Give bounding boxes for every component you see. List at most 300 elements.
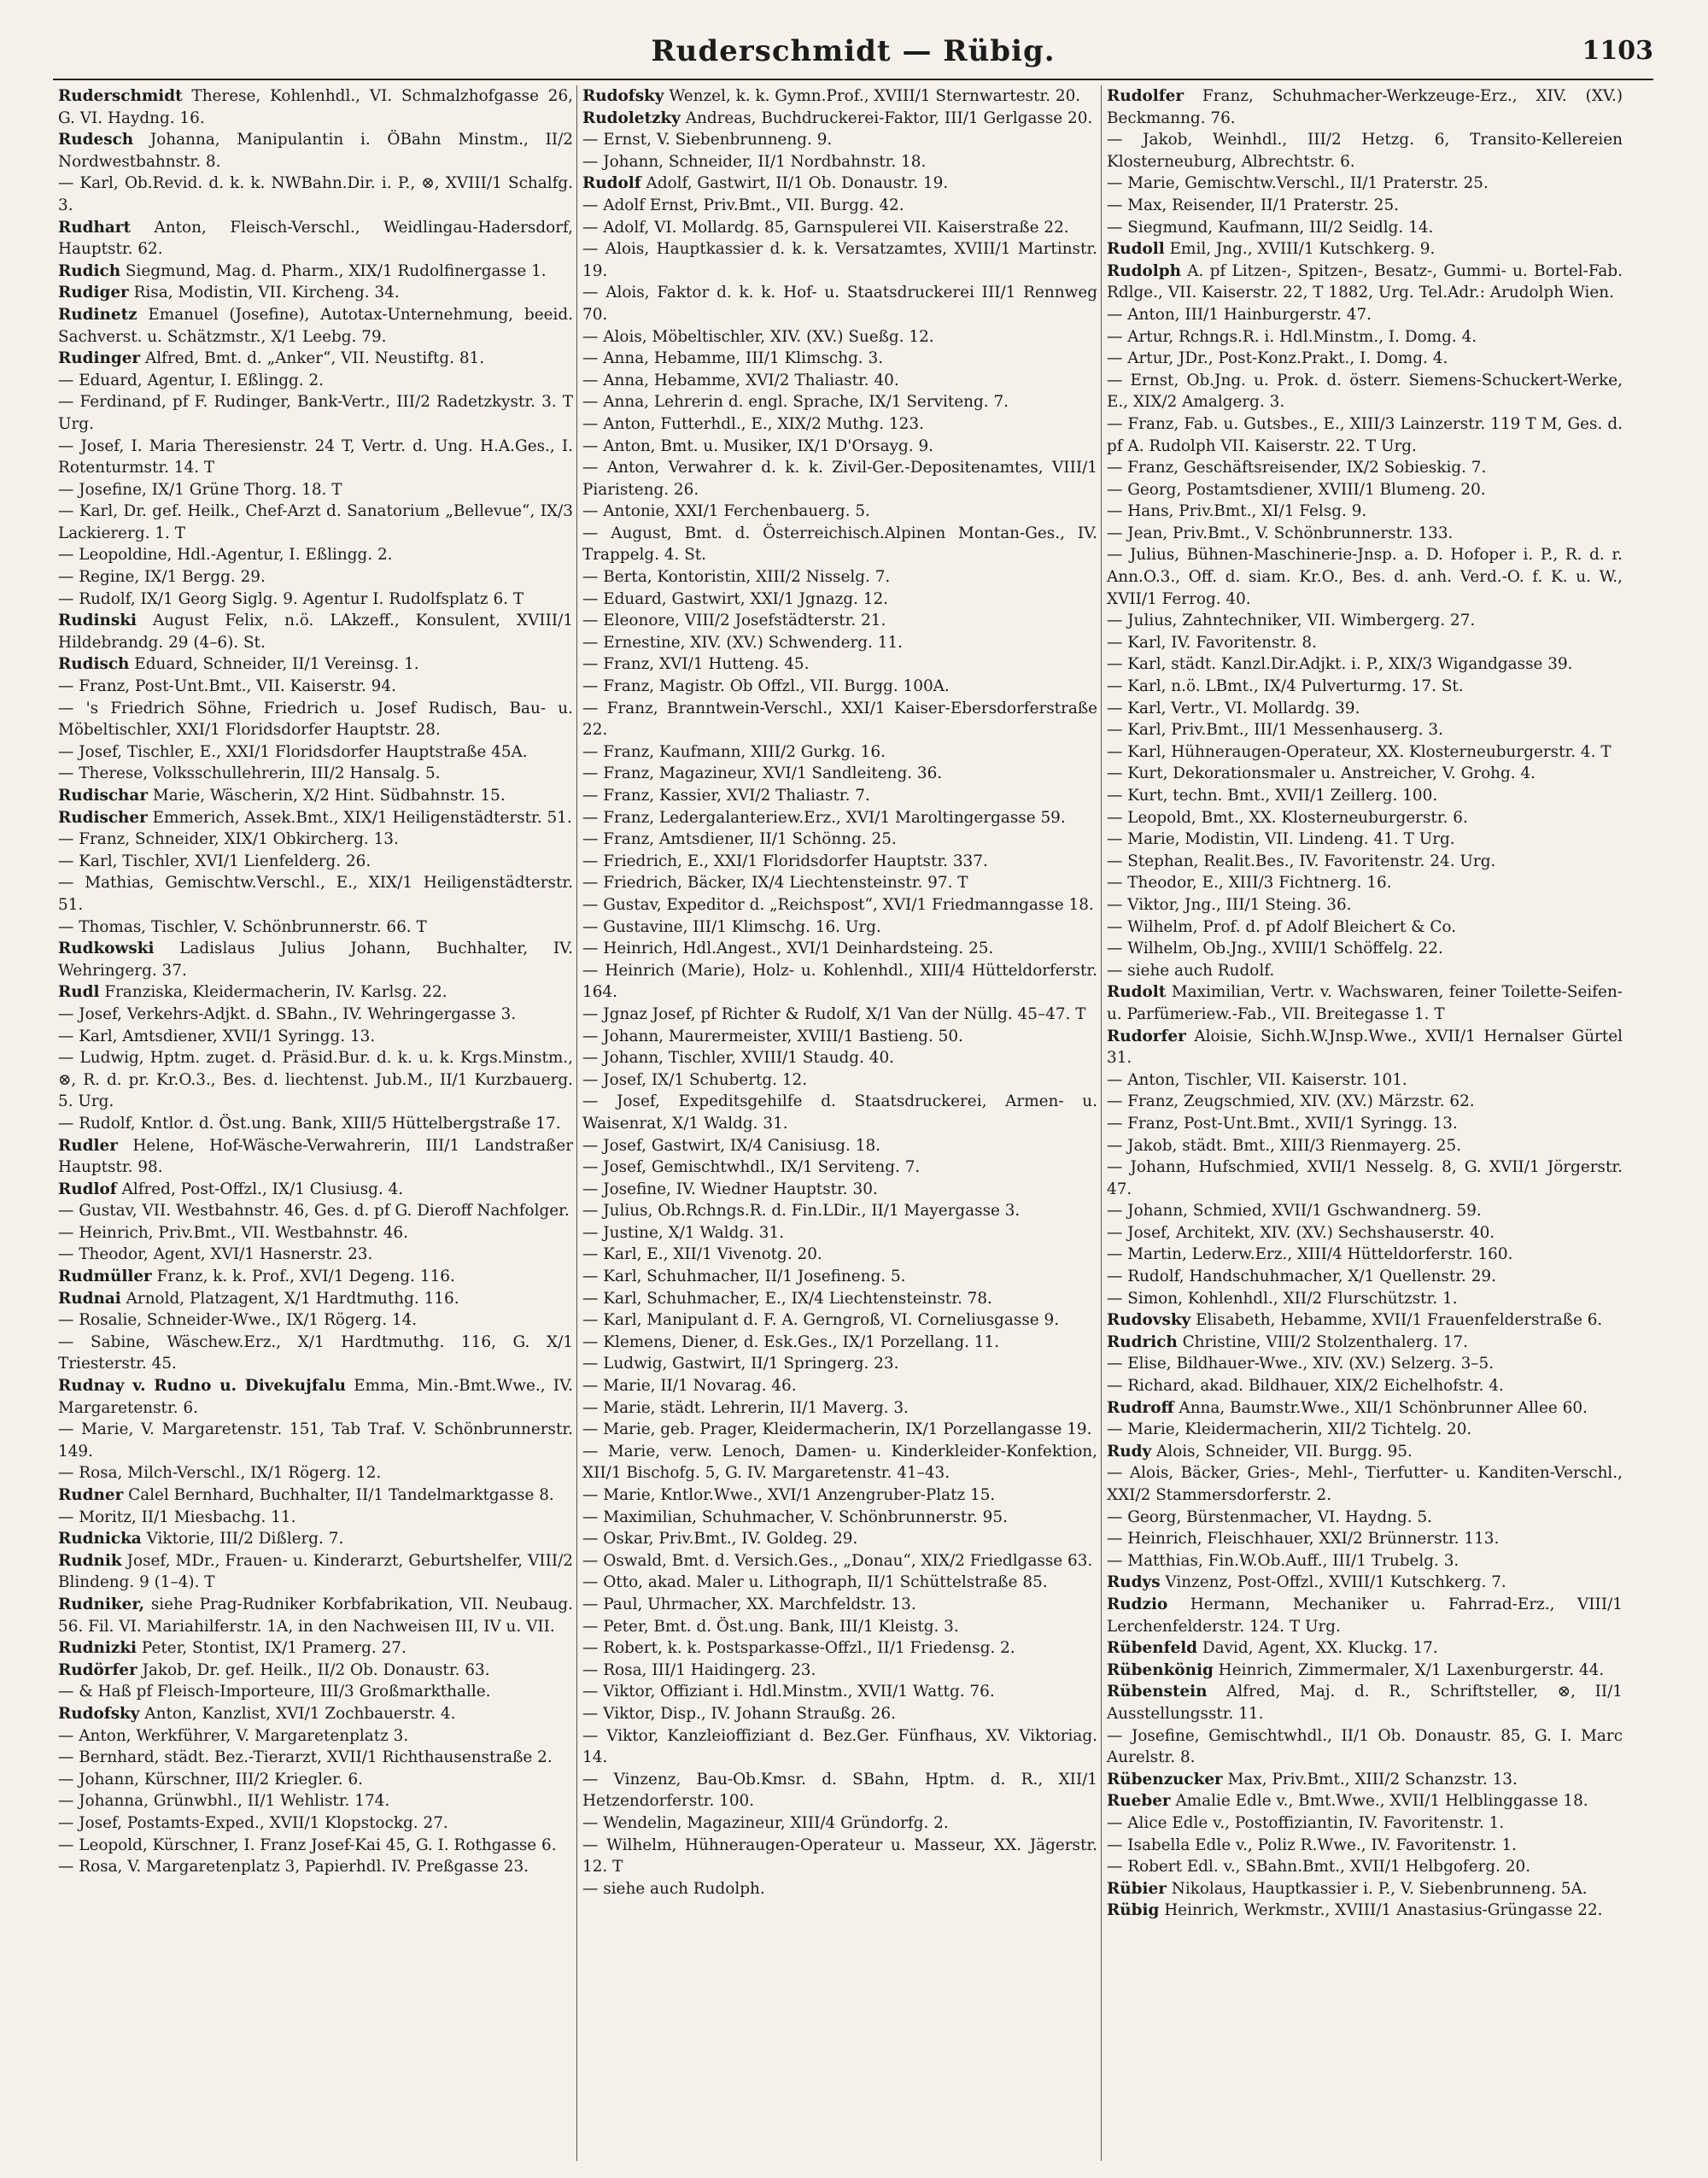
- directory-entry: [582, 151, 1097, 173]
- directory-entry: [1107, 1353, 1623, 1375]
- entry-details: — Thomas, Tischler, V. Schönbrunnerstr. 66. T: [58, 917, 427, 936]
- entry-surname: Rudolf: [582, 174, 641, 193]
- entry-details: — Franz, Ledergalanteriew.Erz., XVI/1 Maroltingergasse 59.: [582, 808, 1066, 827]
- directory-entry: [582, 1244, 1097, 1266]
- entry-details: — Peter, Bmt. d. Öst.ung. Bank, III/1 Kleistg. 3.: [582, 1617, 959, 1636]
- entry-details: Ladislaus Julius Johann, Buchhalter, IV. Wehringerg. 37.: [58, 940, 573, 980]
- entry-details: Emma, Min.-Bmt.Wwe., IV. Margaretenstr. 6.: [58, 1377, 573, 1417]
- directory-entry: [1107, 501, 1623, 523]
- directory-entry: [1107, 304, 1623, 326]
- directory-entry: [1107, 1419, 1623, 1441]
- entry-details: Josef, MDr., Frauen- u. Kinderarzt, Geburtshelfer, VIII/2 Blindeng. 9 (1–4). T: [58, 1551, 573, 1592]
- entry-details: — Anna, Lehrerin d. engl. Sprache, IX/1 Serviteng. 7.: [582, 393, 1009, 412]
- entry-details: — Josef, IX/1 Schubertg. 12.: [582, 1070, 808, 1089]
- directory-entry: [58, 1113, 573, 1135]
- entry-surname: Rübenfeld: [1107, 1639, 1198, 1658]
- directory-entry: [58, 610, 573, 653]
- directory-entry: [582, 1026, 1097, 1048]
- directory-entry: [582, 916, 1097, 939]
- entry-details: Peter, Stontist, IX/1 Pramerg. 27.: [137, 1639, 407, 1658]
- entry-details: August Felix, n.ö. LAkzeff., Konsulent, XVIII/1 Hildebrandg. 29 (4–6). St.: [58, 612, 573, 652]
- entry-details: — Julius, Zahntechniker, VII. Wimbergerg. 27.: [1107, 612, 1476, 630]
- directory-entry: [582, 1507, 1097, 1529]
- entry-details: — Karl, Priv.Bmt., III/1 Messenhauserg. 3.: [1107, 721, 1443, 740]
- entry-details: — Alois, Hauptkassier d. k. k. Versatzamtes, XVIII/1 Martinstr. 19.: [582, 240, 1097, 280]
- directory-entry: [58, 436, 573, 479]
- directory-entry: [582, 413, 1097, 436]
- directory-entry: [582, 851, 1097, 873]
- directory-entry: [582, 698, 1097, 741]
- entry-details: — Antonie, XXI/1 Ferchenbauerg. 5.: [582, 502, 870, 521]
- column-right: [1102, 85, 1626, 2161]
- entry-details: — Franz, Magistr. Ob Offzl., VII. Burgg. 100A.: [582, 677, 950, 696]
- entry-surname: Rudl: [58, 983, 100, 1002]
- directory-entry: [582, 1309, 1097, 1332]
- directory-entry: [58, 391, 573, 435]
- directory-entry: [58, 1594, 573, 1637]
- directory-entry: [1107, 479, 1623, 501]
- entry-details: Jakob, Dr. gef. Heilk., II/2 Ob. Donaustr. 63.: [137, 1660, 490, 1679]
- entry-details: — Ernestine, XIV. (XV.) Schwenderg. 11.: [582, 633, 903, 652]
- entry-details: Anna, Baumstr.Wwe., XII/1 Schönbrunner Allee 60.: [1173, 1398, 1588, 1417]
- directory-entry: [582, 1288, 1097, 1310]
- directory-entry: [1107, 195, 1623, 217]
- directory-entry: [1107, 1397, 1623, 1420]
- entry-details: Max, Priv.Bmt., XIII/2 Schanzstr. 13.: [1222, 1770, 1518, 1789]
- entry-details: — Josefine, IV. Wiedner Hauptstr. 30.: [582, 1180, 878, 1198]
- directory-entry: [582, 523, 1097, 566]
- directory-entry: [1107, 1332, 1623, 1354]
- entry-surname: Rudofsky: [582, 87, 664, 105]
- directory-entry: [1107, 828, 1623, 851]
- entry-details: — Wilhelm, Prof. d. pf Adolf Bleichert & Co.: [1107, 917, 1457, 936]
- directory-entry: [582, 1660, 1097, 1682]
- entry-details: — Marie, II/1 Novarag. 46.: [582, 1377, 797, 1396]
- entry-details: — Kurt, techn. Bmt., XVII/1 Zeillerg. 100.: [1107, 787, 1438, 805]
- directory-entry: [582, 807, 1097, 829]
- directory-entry: [1107, 413, 1623, 457]
- directory-entry: [58, 1550, 573, 1594]
- directory-entry: [1107, 1288, 1623, 1310]
- entry-details: Eduard, Schneider, II/1 Vereinsg. 1.: [129, 655, 419, 674]
- entry-details: Wenzel, k. k. Gymn.Prof., XVIII/1 Sternwartestr. 20.: [664, 87, 1081, 105]
- entry-details: — Franz, Magazineur, XVI/1 Sandleiteng. 36.: [582, 764, 943, 783]
- entry-details: — Josef, I. Maria Theresienstr. 24 T, Vertr. d. Ung. H.A.Ges., I. Rotenturmstr. 14. T: [58, 436, 573, 477]
- entry-details: — Jakob, städt. Bmt., XIII/3 Rienmayerg. 25.: [1107, 1136, 1462, 1155]
- directory-entry: [582, 1353, 1097, 1375]
- directory-entry: [1107, 1900, 1623, 1922]
- directory-entry: [582, 1069, 1097, 1092]
- entry-details: — Franz, Post-Unt.Bmt., XVII/1 Syringg. 13.: [1107, 1114, 1458, 1133]
- directory-entry: [582, 610, 1097, 632]
- entry-details: — Heinrich, Fleischhauer, XXI/2 Brünnerstr. 113.: [1107, 1530, 1500, 1549]
- directory-entry: [1107, 1462, 1623, 1506]
- directory-entry: [58, 1179, 573, 1201]
- directory-entry: [1107, 348, 1623, 370]
- entry-details: — Friedrich, Bäcker, IX/4 Liechtensteinstr. 97. T: [582, 874, 968, 893]
- entry-details: — Friedrich, E., XXI/1 Floridsdorfer Hauptstr. 337.: [582, 852, 988, 870]
- entry-details: — Isabella Edle v., Poliz R.Wwe., IV. Favoritenstr. 1.: [1107, 1835, 1518, 1854]
- entry-surname: Rudkowski: [58, 940, 155, 958]
- directory-entry: [58, 828, 573, 851]
- directory-entry: [58, 1244, 573, 1266]
- entry-details: Alfred, Maj. d. R., Schriftsteller, ⊗, II/1 Ausstellungsstr. 11.: [1107, 1683, 1623, 1723]
- directory-entry: [582, 1375, 1097, 1397]
- directory-entry: [58, 938, 573, 981]
- directory-entry: [1107, 610, 1623, 632]
- entry-surname: Rudnizki: [58, 1639, 137, 1658]
- entry-surname: Rudolph: [1107, 261, 1181, 280]
- entry-details: — Artur, Rchngs.R. i. Hdl.Minstm., I. Domg. 4.: [1107, 327, 1477, 346]
- entry-details: Arnold, Platzagent, X/1 Hardtmuthg. 116.: [120, 1289, 459, 1308]
- directory-entry: [1107, 1135, 1623, 1157]
- directory-entry: [582, 588, 1097, 611]
- entry-surname: Rudinger: [58, 349, 141, 368]
- directory-entry: [582, 1769, 1097, 1812]
- directory-entry: [1107, 1244, 1623, 1266]
- directory-entry: [1107, 872, 1623, 894]
- entry-surname: Rübenzucker: [1107, 1770, 1223, 1789]
- entry-details: — Gustavine, III/1 Klimschg. 16. Urg.: [582, 917, 881, 936]
- entry-details: Siegmund, Mag. d. Pharm., XIX/1 Rudolfinergasse 1.: [120, 261, 547, 280]
- directory-entry: [582, 785, 1097, 807]
- entry-details: — Robert Edl. v., SBahn.Bmt., XVII/1 Helbgoferg. 20.: [1107, 1858, 1531, 1876]
- directory-entry: [1107, 1550, 1623, 1572]
- directory-entry: [582, 960, 1097, 1004]
- entry-details: — Viktor, Offiziant i. Hdl.Minstm., XVII/1 Wattg. 76.: [582, 1683, 995, 1701]
- entry-details: — Robert, k. k. Postsparkasse-Offzl., II/1 Friedensg. 2.: [582, 1639, 1015, 1658]
- entry-surname: Rudolt: [1107, 983, 1167, 1002]
- entry-details: — Karl, Schuhmacher, II/1 Josefineng. 5.: [582, 1268, 906, 1286]
- entry-details: — Anton, Verwahrer d. k. k. Zivil-Ger.-Depositenamtes, VIII/1 Piaristeng. 26.: [582, 459, 1097, 499]
- entry-details: — Kurt, Dekorationsmaler u. Anstreicher, V. Grohg. 4.: [1107, 764, 1536, 783]
- columns: [53, 85, 1653, 2161]
- entry-details: Emanuel (Josefine), Autotax-Unternehmung, beeid. Sachverst. u. Schätzmstr., X/1 Leebg. 79.: [58, 305, 573, 346]
- entry-details: — Josef, Expeditsgehilfe d. Staatsdruckerei, Armen- u. Waisenrat, X/1 Waldg. 31.: [582, 1092, 1097, 1133]
- directory-entry: [1107, 457, 1623, 479]
- entry-details: — Eduard, Agentur, I. Eßlingg. 2.: [58, 371, 325, 389]
- directory-entry: [1107, 1769, 1623, 1791]
- entry-details: — Franz, XVI/1 Hutteng. 45.: [582, 655, 810, 674]
- entry-surname: Rudesch: [58, 131, 134, 149]
- entry-details: — Rudolf, IX/1 Georg Siglg. 9. Agentur I. Rudolfsplatz 6. T: [58, 589, 524, 608]
- directory-entry: [1107, 1507, 1623, 1529]
- entry-surname: Rudovsky: [1107, 1311, 1191, 1330]
- directory-entry: [582, 195, 1097, 217]
- entry-details: — Karl, städt. Kanzl.Dir.Adjkt. i. P., XIX/3 Wigandgasse 39.: [1107, 655, 1573, 674]
- entry-details: Aloisie, Sichh.W.Jnsp.Wwe., XVII/1 Hernalser Gürtel 31.: [1107, 1027, 1623, 1068]
- entry-details: — Marie, städt. Lehrerin, II/1 Maverg. 3.: [582, 1398, 909, 1417]
- directory-entry: [582, 1681, 1097, 1703]
- entry-details: — August, Bmt. d. Österreichisch.Alpinen Montan-Ges., IV. Trappelg. 4. St.: [582, 524, 1097, 565]
- entry-details: Elisabeth, Hebamme, XVII/1 Frauenfelderstraße 6.: [1190, 1311, 1603, 1330]
- directory-entry: [582, 1200, 1097, 1222]
- entry-details: — Ferdinand, pf F. Rudinger, Bank-Vertr., III/2 Radetzkystr. 3. T Urg.: [58, 393, 573, 433]
- directory-entry: [58, 1637, 573, 1660]
- entry-details: — Johann, Kürschner, III/2 Kriegler. 6.: [58, 1770, 363, 1789]
- directory-entry: [1107, 1790, 1623, 1812]
- entry-details: — Anton, Werkführer, V. Margaretenplatz 3.: [58, 1726, 409, 1745]
- entry-details: — Leopold, Kürschner, I. Franz Josef-Kai 45, G. I. Rothgasse 6.: [58, 1835, 557, 1854]
- page-number: 1103: [1582, 36, 1653, 66]
- directory-entry: [1107, 1026, 1623, 1069]
- entry-details: — Josef, Gastwirt, IX/4 Canisiusg. 18.: [582, 1136, 880, 1155]
- entry-details: — Eduard, Gastwirt, XXI/1 Jgnazg. 12.: [582, 589, 889, 608]
- directory-entry: [582, 1550, 1097, 1572]
- entry-details: — Franz, Schneider, XIX/1 Obkircherg. 13.: [58, 830, 399, 849]
- entry-details: — Sabine, Wäschew.Erz., X/1 Hardtmuthg. 116, G. X/1 Triesterstr. 45.: [58, 1332, 573, 1373]
- entry-details: — 's Friedrich Söhne, Friedrich u. Josef Rudisch, Bau- u. Möbeltischler, XXI/1 Floridsdorfer Hauptstr. 28.: [58, 699, 573, 740]
- column-middle: [577, 85, 1102, 2161]
- entry-details: — Berta, Kontoristin, XIII/2 Nisselg. 7.: [582, 568, 891, 587]
- directory-entry: [58, 217, 573, 261]
- entry-details: — Franz, Post-Unt.Bmt., VII. Kaiserstr. 94.: [58, 677, 396, 696]
- entry-details: Anton, Kanzlist, XVI/1 Zochbauerstr. 4.: [139, 1704, 456, 1723]
- entry-details: Christine, VIII/2 Stolzenthalerg. 17.: [1177, 1332, 1468, 1351]
- directory-entry: [1107, 326, 1623, 348]
- directory-entry: [58, 1419, 573, 1462]
- directory-entry: [582, 1397, 1097, 1420]
- entry-details: — Paul, Uhrmacher, XX. Marchfeldstr. 13.: [582, 1595, 916, 1613]
- entry-details: — Justine, X/1 Waldg. 31.: [582, 1223, 785, 1242]
- entry-details: — Josefine, Gemischtwhdl., II/1 Ob. Donaustr. 85, G. I. Marc Aurelstr. 8.: [1107, 1726, 1623, 1767]
- entry-details: — Viktor, Disp., IV. Johann Straußg. 26.: [582, 1704, 896, 1723]
- page-title: Ruderschmidt — Rübig.: [651, 34, 1056, 68]
- entry-details: — Anton, Futterhdl., E., XIX/2 Muthg. 123.: [582, 414, 924, 433]
- entry-surname: Rudofsky: [58, 1704, 140, 1723]
- entry-details: — Rudolf, Handschuhmacher, X/1 Quellenstr. 29.: [1107, 1268, 1496, 1286]
- entry-details: — Josef, Architekt, XIV. (XV.) Sechshauserstr. 40.: [1107, 1223, 1495, 1242]
- directory-entry: [1107, 1835, 1623, 1857]
- entry-surname: Rudischer: [58, 808, 148, 827]
- directory-entry: [1107, 1528, 1623, 1550]
- entry-details: — Heinrich (Marie), Holz- u. Kohlenhdl., XIII/4 Hütteldorferstr. 164.: [582, 961, 1097, 1002]
- entry-details: Calel Bernhard, Buchhalter, II/1 Tandelmarktgasse 8.: [123, 1486, 554, 1504]
- directory-entry: [582, 173, 1097, 195]
- entry-details: — Julius, Bühnen-Maschinerie-Jnsp. a. D. Hofoper i. P., R. d. r. Ann.O.3., Off. d. siam. Kr.O., Bes. d. anh. Verd.-O. f. K. u. W., XVII/1 Ferrog. 40.: [1107, 546, 1623, 608]
- directory-entry: [582, 1332, 1097, 1354]
- entry-details: — Viktor, Jng., III/1 Steing. 36.: [1107, 895, 1352, 914]
- directory-entry: [582, 894, 1097, 916]
- directory-entry: [582, 108, 1097, 130]
- directory-entry: [1107, 238, 1623, 261]
- directory-entry: [58, 1135, 573, 1179]
- entry-surname: Rudys: [1107, 1573, 1161, 1592]
- entry-details: David, Agent, XX. Kluckg. 17.: [1197, 1639, 1438, 1658]
- directory-entry: [58, 1812, 573, 1835]
- entry-details: — Rosa, Milch-Verschl., IX/1 Rögerg. 12.: [58, 1464, 382, 1483]
- directory-entry: [58, 1222, 573, 1244]
- directory-entry: [58, 1747, 573, 1769]
- entry-details: Anton, Fleisch-Verschl., Weidlingau-Hadersdorf, Hauptstr. 62.: [58, 218, 573, 259]
- directory-entry: [1107, 1594, 1623, 1637]
- entry-details: Franz, k. k. Prof., XVI/1 Degeng. 116.: [151, 1268, 455, 1286]
- directory-entry: [582, 1572, 1097, 1594]
- entry-details: — Simon, Kohlenhdl., XII/2 Flurschützstr. 1.: [1107, 1289, 1458, 1308]
- entry-details: — Wilhelm, Ob.Jng., XVIII/1 Schöffelg. 22.: [1107, 940, 1443, 958]
- entry-details: — Franz, Kaufmann, XIII/2 Gurkg. 16.: [582, 742, 886, 761]
- entry-details: — Hans, Priv.Bmt., XI/1 Felsg. 9.: [1107, 502, 1367, 521]
- directory-entry: [58, 348, 573, 370]
- directory-entry: [58, 173, 573, 216]
- entry-details: — Wilhelm, Hühneraugen-Operateur u. Masseur, XX. Jägerstr. 12. T: [582, 1835, 1097, 1876]
- directory-entry: [1107, 916, 1623, 939]
- entry-surname: Rudhart: [58, 218, 131, 237]
- directory-entry: [1107, 851, 1623, 873]
- directory-entry: [58, 566, 573, 588]
- entry-details: — Karl, Amtsdiener, XVII/1 Syringg. 13.: [58, 1027, 376, 1045]
- directory-entry: [58, 1856, 573, 1878]
- directory-entry: [58, 1835, 573, 1857]
- entry-surname: Rübenstein: [1107, 1683, 1208, 1701]
- directory-entry: [582, 1004, 1097, 1026]
- directory-entry: [1107, 894, 1623, 916]
- entry-details: — Karl, IV. Favoritenstr. 8.: [1107, 633, 1317, 652]
- entry-details: — Gustav, Expeditor d. „Reichspost“, XVI/1 Friedmanngasse 18.: [582, 895, 1094, 914]
- entry-details: — Johann, Maurermeister, XVIII/1 Bastieng. 50.: [582, 1027, 963, 1045]
- directory-entry: [1107, 763, 1623, 785]
- entry-details: — siehe auch Rudolph.: [582, 1879, 765, 1898]
- entry-details: — Alice Edle v., Postoffiziantin, IV. Favoritenstr. 1.: [1107, 1813, 1505, 1832]
- directory-entry: [582, 1484, 1097, 1507]
- entry-details: — Jean, Priv.Bmt., V. Schönbrunnerstr. 133.: [1107, 524, 1454, 542]
- directory-entry: [58, 588, 573, 611]
- directory-entry: [58, 1703, 573, 1725]
- directory-entry: [58, 544, 573, 566]
- directory-entry: [58, 1725, 573, 1748]
- entry-details: — Karl, n.ö. LBmt., IX/4 Pulverturmg. 17. St.: [1107, 677, 1464, 696]
- entry-details: — Gustav, VII. Westbahnstr. 46, Ges. d. pf G. Dieroff Nachfolger.: [58, 1202, 570, 1221]
- directory-entry: [58, 282, 573, 304]
- entry-details: — Klemens, Diener, d. Esk.Ges., IX/1 Porzellang. 11.: [582, 1332, 1000, 1351]
- entry-surname: Rudoll: [1107, 240, 1165, 259]
- entry-surname: Rudinski: [58, 612, 137, 630]
- entry-details: Risa, Modistin, VII. Kircheng. 34.: [128, 284, 400, 302]
- directory-entry: [58, 676, 573, 698]
- entry-surname: Rudy: [1107, 1442, 1152, 1461]
- entry-surname: Rudler: [58, 1136, 118, 1155]
- entry-details: — Artur, JDr., Post-Konz.Prakt., I. Domg. 4.: [1107, 349, 1448, 368]
- directory-entry: [58, 1528, 573, 1550]
- directory-entry: [1107, 785, 1623, 807]
- directory-entry: [582, 1419, 1097, 1441]
- entry-details: — Marie, V. Margaretenstr. 151, Tab Traf. V. Schönbrunnerstr. 149.: [58, 1420, 573, 1461]
- entry-details: — Josef, Gemischtwhdl., IX/1 Serviteng. 7.: [582, 1158, 921, 1177]
- entry-details: — Rosalie, Schneider-Wwe., IX/1 Rögerg. 14.: [58, 1311, 418, 1330]
- entry-details: — Mathias, Gemischtw.Verschl., E., XIX/1 Heiligenstädterstr. 51.: [58, 874, 573, 914]
- directory-entry: [58, 1004, 573, 1026]
- entry-details: Johanna, Manipulantin i. ÖBahn Minstm., II/2 Nordwestbahnstr. 8.: [58, 131, 573, 171]
- entry-surname: Rübier: [1107, 1879, 1167, 1898]
- entry-details: — Georg, Bürstenmacher, VI. Haydng. 5.: [1107, 1508, 1432, 1526]
- directory-entry: [58, 1660, 573, 1682]
- entry-details: — Karl, Ob.Revid. d. k. k. NWBahn.Dir. i. P., ⊗, XVIII/1 Schalfg. 3.: [58, 174, 573, 214]
- directory-entry: [582, 938, 1097, 960]
- directory-entry: [58, 1681, 573, 1703]
- entry-details: Nikolaus, Hauptkassier i. P., V. Siebenbrunneng. 5A.: [1166, 1879, 1588, 1898]
- directory-entry: [58, 653, 573, 676]
- entry-details: — Siegmund, Kaufmann, III/2 Seidlg. 14.: [1107, 218, 1434, 237]
- entry-details: — Karl, Tischler, XVI/1 Lienfelderg. 26.: [58, 852, 371, 870]
- directory-entry: [1107, 217, 1623, 239]
- entry-details: Marie, Wäscherin, X/2 Hint. Südbahnstr. 15.: [148, 787, 506, 805]
- directory-entry: [582, 1441, 1097, 1484]
- directory-entry: [58, 304, 573, 348]
- directory-entry: [58, 1288, 573, 1310]
- entry-details: — Rosa, V. Margaretenplatz 3, Papierhdl. IV. Preßgasse 23.: [58, 1858, 529, 1876]
- directory-entry: [58, 916, 573, 939]
- directory-entry: [58, 851, 573, 873]
- entry-details: Therese, Kohlenhdl., VI. Schmalzhofgasse 26, G. VI. Haydng. 16.: [58, 87, 573, 127]
- directory-entry: [582, 1179, 1097, 1201]
- directory-entry: [582, 632, 1097, 654]
- directory-entry: [582, 1156, 1097, 1179]
- directory-entry: [1107, 173, 1623, 195]
- directory-entry: [582, 1594, 1097, 1616]
- directory-entry: [582, 238, 1097, 282]
- directory-entry: [1107, 938, 1623, 960]
- directory-entry: [1107, 1681, 1623, 1724]
- entry-details: — Julius, Ob.Rchngs.R. d. Fin.LDir., II/1 Mayergasse 3.: [582, 1202, 1021, 1221]
- entry-details: — Martin, Lederw.Erz., XIII/4 Hütteldorferstr. 160.: [1107, 1245, 1513, 1264]
- directory-entry: [582, 1266, 1097, 1288]
- entry-details: — Adolf Ernst, Priv.Bmt., VII. Burgg. 42.: [582, 196, 904, 214]
- entry-details: — Ernst, V. Siebenbrunneng. 9.: [582, 131, 833, 149]
- directory-entry: [58, 1309, 573, 1332]
- directory-entry: [1107, 261, 1623, 304]
- entry-details: Viktorie, III/2 Dißlerg. 7.: [141, 1530, 344, 1549]
- entry-details: — Alois, Möbeltischler, XIV. (XV.) Sueßg. 12.: [582, 327, 934, 346]
- directory-entry: [58, 1026, 573, 1048]
- directory-entry: [582, 566, 1097, 588]
- directory-entry: [58, 1332, 573, 1375]
- entry-surname: Rudisch: [58, 655, 130, 674]
- entry-surname: Rueber: [1107, 1792, 1171, 1811]
- entry-details: — Theodor, E., XIII/3 Fichtnerg. 16.: [1107, 874, 1392, 893]
- entry-details: — Franz, Fab. u. Gutsbes., E., XIII/3 Lainzerstr. 119 T M, Ges. d. pf A. Rudolph VII. Kaiserstr. 22. T Urg.: [1107, 414, 1623, 455]
- directory-entry: [58, 85, 573, 129]
- entry-details: A. pf Litzen-, Spitzen-, Besatz-, Gummi- u. Bortel-Fab. Rdlge., VII. Kaiserstr. 22, T 1882, Urg. Tel.Adr.: Arudolph Wien.: [1107, 261, 1623, 302]
- entry-details: Heinrich, Werkmstr., XVIII/1 Anastasius-Grüngasse 22.: [1159, 1901, 1603, 1920]
- entry-details: — Jgnaz Josef, pf Richter & Rudolf, X/1 Van der Nüllg. 45–47. T: [582, 1004, 1086, 1023]
- entry-surname: Rudiger: [58, 284, 129, 302]
- entry-surname: Rudmüller: [58, 1268, 152, 1286]
- entry-details: — Ludwig, Gastwirt, II/1 Springerg. 23.: [582, 1355, 899, 1373]
- entry-details: — Josef, Verkehrs-Adjkt. d. SBahn., IV. Wehringergasse 3.: [58, 1004, 517, 1023]
- entry-details: — Wendelin, Magazineur, XIII/4 Gründorfg. 2.: [582, 1813, 949, 1832]
- entry-details: — Marie, Kntlor.Wwe., XVI/1 Anzengruber-Platz 15.: [582, 1486, 996, 1504]
- directory-entry: [582, 1135, 1097, 1157]
- entry-details: — Max, Reisender, II/1 Praterstr. 25.: [1107, 196, 1399, 214]
- directory-entry: [1107, 1878, 1623, 1900]
- entry-details: Helene, Hof-Wäsche-Verwahrerin, III/1 Landstraßer Hauptstr. 98.: [58, 1136, 573, 1177]
- entry-details: — Alois, Bäcker, Gries-, Mehl-, Tierfutter- u. Kanditen-Verschl., XXI/2 Stammersdorferstr. 2.: [1107, 1464, 1623, 1504]
- directory-entry: [582, 217, 1097, 239]
- entry-details: — & Haß pf Fleisch-Importeure, III/3 Großmarkthalle.: [58, 1683, 491, 1701]
- entry-details: — Franz, Kassier, XVI/2 Thaliastr. 7.: [582, 787, 870, 805]
- entry-details: Vinzenz, Post-Offzl., XVIII/1 Kutschkerg. 7.: [1160, 1573, 1506, 1592]
- directory-entry: [58, 1375, 573, 1419]
- entry-details: Adolf, Gastwirt, II/1 Ob. Donaustr. 19.: [640, 174, 949, 193]
- entry-details: — Johann, Hufschmied, XVII/1 Nesselg. 8, G. XVII/1 Jörgerstr. 47.: [1107, 1158, 1623, 1198]
- entry-details: — Therese, Volksschullehrerin, III/2 Hansalg. 5.: [58, 764, 441, 783]
- entry-details: — Elise, Bildhauer-Wwe., XIV. (XV.) Selzerg. 3–5.: [1107, 1355, 1494, 1373]
- entry-details: — Karl, E., XII/1 Vivenotg. 20.: [582, 1245, 822, 1264]
- directory-entry: [582, 1637, 1097, 1660]
- entry-details: Franziska, Kleidermacherin, IV. Karlsg. 22.: [99, 983, 447, 1002]
- directory-entry: [1107, 1856, 1623, 1878]
- page-header: [53, 34, 1653, 75]
